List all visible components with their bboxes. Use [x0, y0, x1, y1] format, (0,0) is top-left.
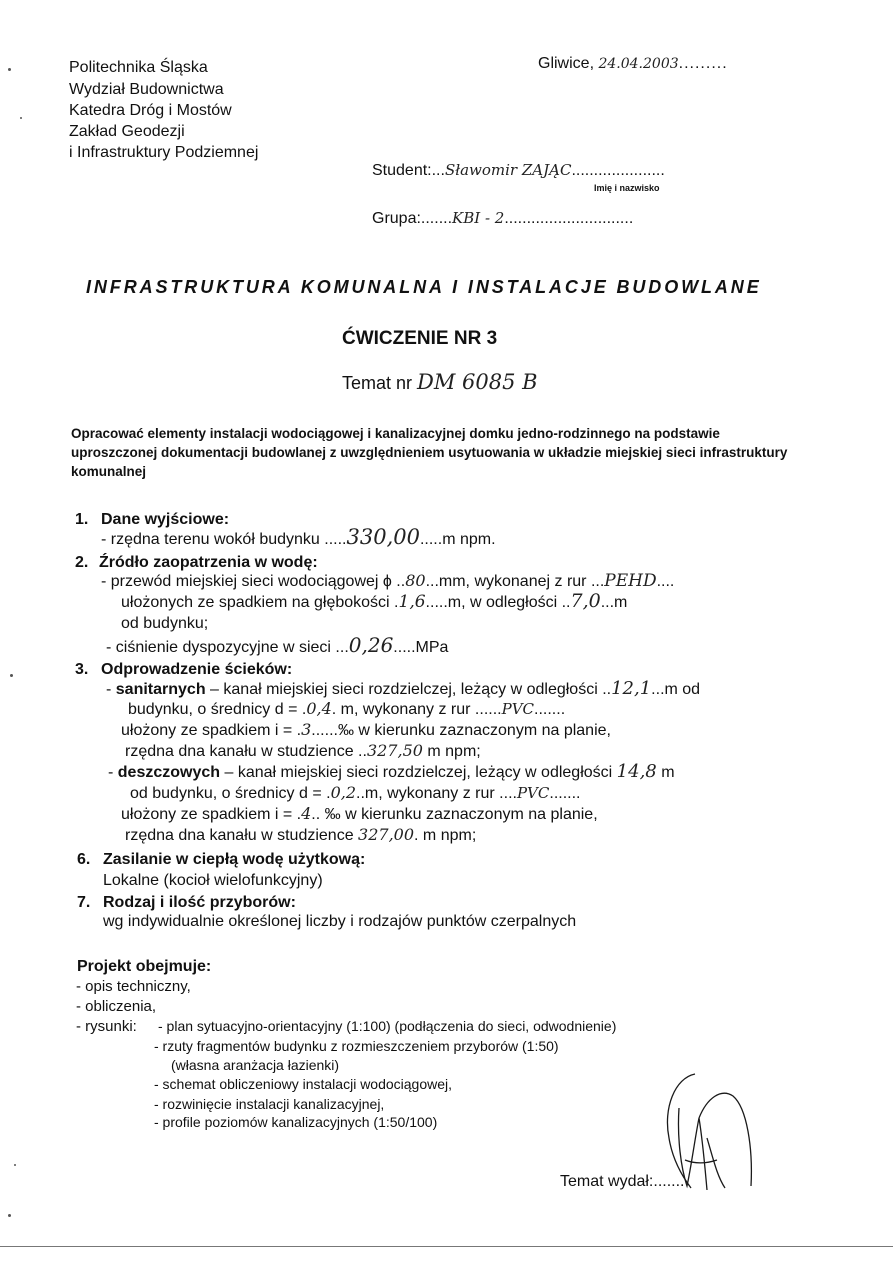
sanitary-material-dots: .......	[534, 701, 566, 718]
section-1-line-1	[101, 525, 496, 549]
signature-scribble	[655, 1068, 765, 1198]
rain-diameter-handwritten: 0,2	[330, 783, 357, 802]
bullet-dash: -	[106, 681, 116, 698]
sanitary-line-3	[121, 720, 611, 740]
project-item-3: - rysunki:	[76, 1018, 137, 1035]
section-2-line-4	[106, 633, 449, 657]
water-pipe-diameter-handwritten: 80	[405, 571, 426, 590]
place-label: Gliwice,	[538, 55, 595, 72]
issued-by-label: Temat wydał:	[560, 1173, 654, 1190]
rain-distance-label: – kanał miejskiej sieci rozdzielczej, leżący w odległości	[224, 764, 613, 781]
terrain-level-unit: .....m npm.	[419, 531, 496, 548]
sanitary-slope-label: ułożony ze spadkiem i = .	[121, 722, 302, 739]
group-label: Grupa:.......	[372, 210, 453, 227]
drawing-item-6: - profile poziomów kanalizacyjnych (1:50/100)	[154, 1114, 438, 1130]
rain-material-label: ..m, wykonany z rur ....	[356, 785, 517, 802]
section-7-text: wg indywidualnie określonej liczby i rodzajów punktów czerpalnych	[103, 913, 577, 930]
bullet-dash: -	[106, 639, 116, 656]
terrain-level-handwritten: 330,00	[346, 525, 420, 549]
rain-line-1	[108, 762, 675, 782]
sanitary-distance-unit: ...m od	[651, 681, 701, 698]
section-2-number: 2.	[75, 554, 89, 571]
bullet-dash: -	[101, 531, 111, 548]
rain-level-label: rzędna dna kanału w studzience	[125, 827, 359, 844]
bullet-dash: -	[108, 764, 118, 781]
group-handwritten: KBI - 2	[452, 209, 505, 227]
institution-line-1: Politechnika Śląska	[69, 59, 208, 76]
sanitary-label: sanitarnych	[115, 681, 206, 698]
sanitary-level-label: rzędna dna kanału w studzience ..	[125, 743, 367, 760]
place-date-line	[538, 54, 728, 74]
sanitary-level-handwritten: 327,50	[366, 741, 423, 760]
institution-line-3: Katedra Dróg i Mostów	[69, 102, 232, 119]
water-pipe-label: przewód miejskiej sieci wodociągowej ϕ ..	[110, 573, 406, 590]
sanitary-distance-label: – kanał miejskiej sieci rozdzielczej, leżący w odległości ..	[210, 681, 612, 698]
sanitary-diameter-handwritten: 0,4	[306, 699, 332, 718]
section-1-heading: Dane wyjściowe:	[101, 511, 230, 528]
drawing-item-5: - rozwinięcie instalacji kanalizacyjnej,	[154, 1096, 385, 1112]
rain-line-2	[130, 783, 581, 803]
sanitary-material-label: . m, wykonany z rur ......	[331, 701, 502, 718]
bullet-dash: -	[101, 573, 111, 590]
depth-handwritten: 1,6	[398, 592, 426, 612]
student-line	[372, 161, 665, 180]
distance-label: .....m, w odległości ..	[425, 594, 571, 611]
section-6-number: 6.	[77, 851, 91, 868]
rain-level-handwritten: 327,00	[358, 825, 415, 844]
sanitary-diameter-label: budynku, o średnicy d = .	[128, 701, 307, 718]
sanitary-material-handwritten: PVC	[501, 700, 535, 718]
topic-line	[342, 370, 538, 395]
pressure-handwritten: 0,26	[348, 633, 394, 657]
section-2-line-1	[101, 571, 674, 591]
group-dots: .............................	[504, 210, 634, 227]
terrain-level-label: rzędna terenu wokół budynku .....	[110, 531, 347, 548]
institution-line-2: Wydział Budownictwa	[69, 81, 224, 98]
rain-distance-handwritten: 14,8	[616, 761, 657, 782]
section-2-line-3: od budynku;	[121, 615, 209, 632]
pressure-unit: .....MPa	[393, 639, 449, 656]
drawing-item-3: (własna aranżacja łazienki)	[171, 1057, 340, 1073]
instructions-paragraph: Opracować elementy instalacji wodociągowej i kanalizacyjnej domku jedno-rodzinnego na podstawie uproszczonej dokumentacji budowlanej z uwzględnieniem usytuowania w układzie miejskiej sieci infrastruktury komunalnej	[71, 426, 788, 479]
depth-label: ułożonych ze spadkiem na głębokości .	[121, 594, 399, 611]
section-7-heading: Rodzaj i ilość przyborów:	[103, 894, 296, 911]
student-label: Student:...	[372, 162, 445, 179]
rain-slope-label: ułożony ze spadkiem i = .	[121, 806, 302, 823]
rain-material-dots: .......	[549, 785, 581, 802]
page-bottom-edge	[0, 1246, 893, 1247]
pressure-label: ciśnienie dyspozycyjne w sieci ...	[115, 639, 349, 656]
exercise-title: ĆWICZENIE NR 3	[342, 328, 498, 349]
sanitary-line-2	[128, 699, 565, 719]
rain-diameter-label: od budynku, o średnicy d = .	[130, 785, 331, 802]
drawing-item-1: - plan sytuacyjno-orientacyjny (1:100) (podłączenia do sieci, odwodnienie)	[158, 1018, 617, 1034]
project-heading: Projekt obejmuje:	[77, 958, 212, 975]
scan-speck	[10, 674, 13, 677]
section-3-heading: Odprowadzenie ścieków:	[101, 661, 293, 678]
topic-handwritten: DM 6085 B	[417, 370, 538, 394]
drawing-item-4: - schemat obliczeniowy instalacji wodociągowej,	[154, 1076, 453, 1092]
scan-speck	[8, 68, 11, 71]
institution-line-4: Zakład Geodezji	[69, 123, 185, 140]
section-6-heading: Zasilanie w ciepłą wodę użytkową:	[103, 851, 366, 868]
sanitary-distance-handwritten: 12,1	[611, 678, 652, 699]
section-7-number: 7.	[77, 894, 91, 911]
date-dots: .........	[678, 55, 728, 72]
course-title: INFRASTRUKTURA KOMUNALNA I INSTALACJE BUDOWLANE	[86, 277, 762, 297]
project-item-2: - obliczenia,	[76, 998, 157, 1015]
water-pipe-material-label: ...mm, wykonanej z rur ...	[425, 573, 605, 590]
section-2-line-2	[121, 592, 627, 612]
issued-by-dots: .......	[653, 1173, 685, 1190]
sanitary-line-1	[106, 679, 700, 699]
rain-distance-unit: m	[661, 764, 675, 781]
group-line	[372, 209, 633, 228]
rain-level-unit: . m npm;	[414, 827, 477, 844]
section-6-text: Lokalne (kocioł wielofunkcyjny)	[103, 872, 323, 889]
scan-speck	[14, 1164, 16, 1166]
drawing-item-2: - rzuty fragmentów budynku z rozmieszczeniem przyborów (1:50)	[154, 1038, 559, 1054]
rain-label: deszczowych	[117, 764, 221, 781]
section-3-number: 3.	[75, 661, 89, 678]
water-pipe-dots: ....	[656, 573, 675, 590]
sanitary-slope-handwritten: 3	[301, 720, 312, 739]
sanitary-level-unit: m npm;	[422, 743, 481, 760]
rain-material-handwritten: PVC	[516, 784, 550, 802]
distance-unit: ...m	[600, 594, 628, 611]
rain-line-4	[125, 825, 476, 845]
water-pipe-material-handwritten: PEHD	[604, 571, 657, 591]
institution-line-5: i Infrastruktury Podziemnej	[69, 144, 259, 161]
student-name-handwritten: Sławomir ZAJĄC	[444, 161, 572, 179]
date-handwritten: 24.04.2003	[598, 56, 679, 72]
distance-handwritten: 7,0	[570, 590, 601, 612]
topic-label: Temat nr	[342, 373, 413, 393]
sanitary-slope-unit: ......‰ w kierunku zaznaczonym na planie,	[311, 722, 611, 739]
scan-speck	[20, 117, 22, 119]
scan-speck	[8, 1214, 11, 1217]
rain-slope-handwritten: 4	[301, 804, 312, 823]
student-sublabel: Imię i nazwisko	[594, 183, 660, 193]
rain-slope-unit: .. ‰ w kierunku zaznaczonym na planie,	[311, 806, 598, 823]
sanitary-line-4	[125, 741, 481, 761]
rain-line-3	[121, 804, 598, 824]
section-1-number: 1.	[75, 511, 89, 528]
project-item-1: - opis techniczny,	[76, 978, 191, 995]
student-dots: .....................	[571, 162, 665, 179]
section-2-heading: Źródło zaopatrzenia w wodę:	[99, 554, 318, 571]
